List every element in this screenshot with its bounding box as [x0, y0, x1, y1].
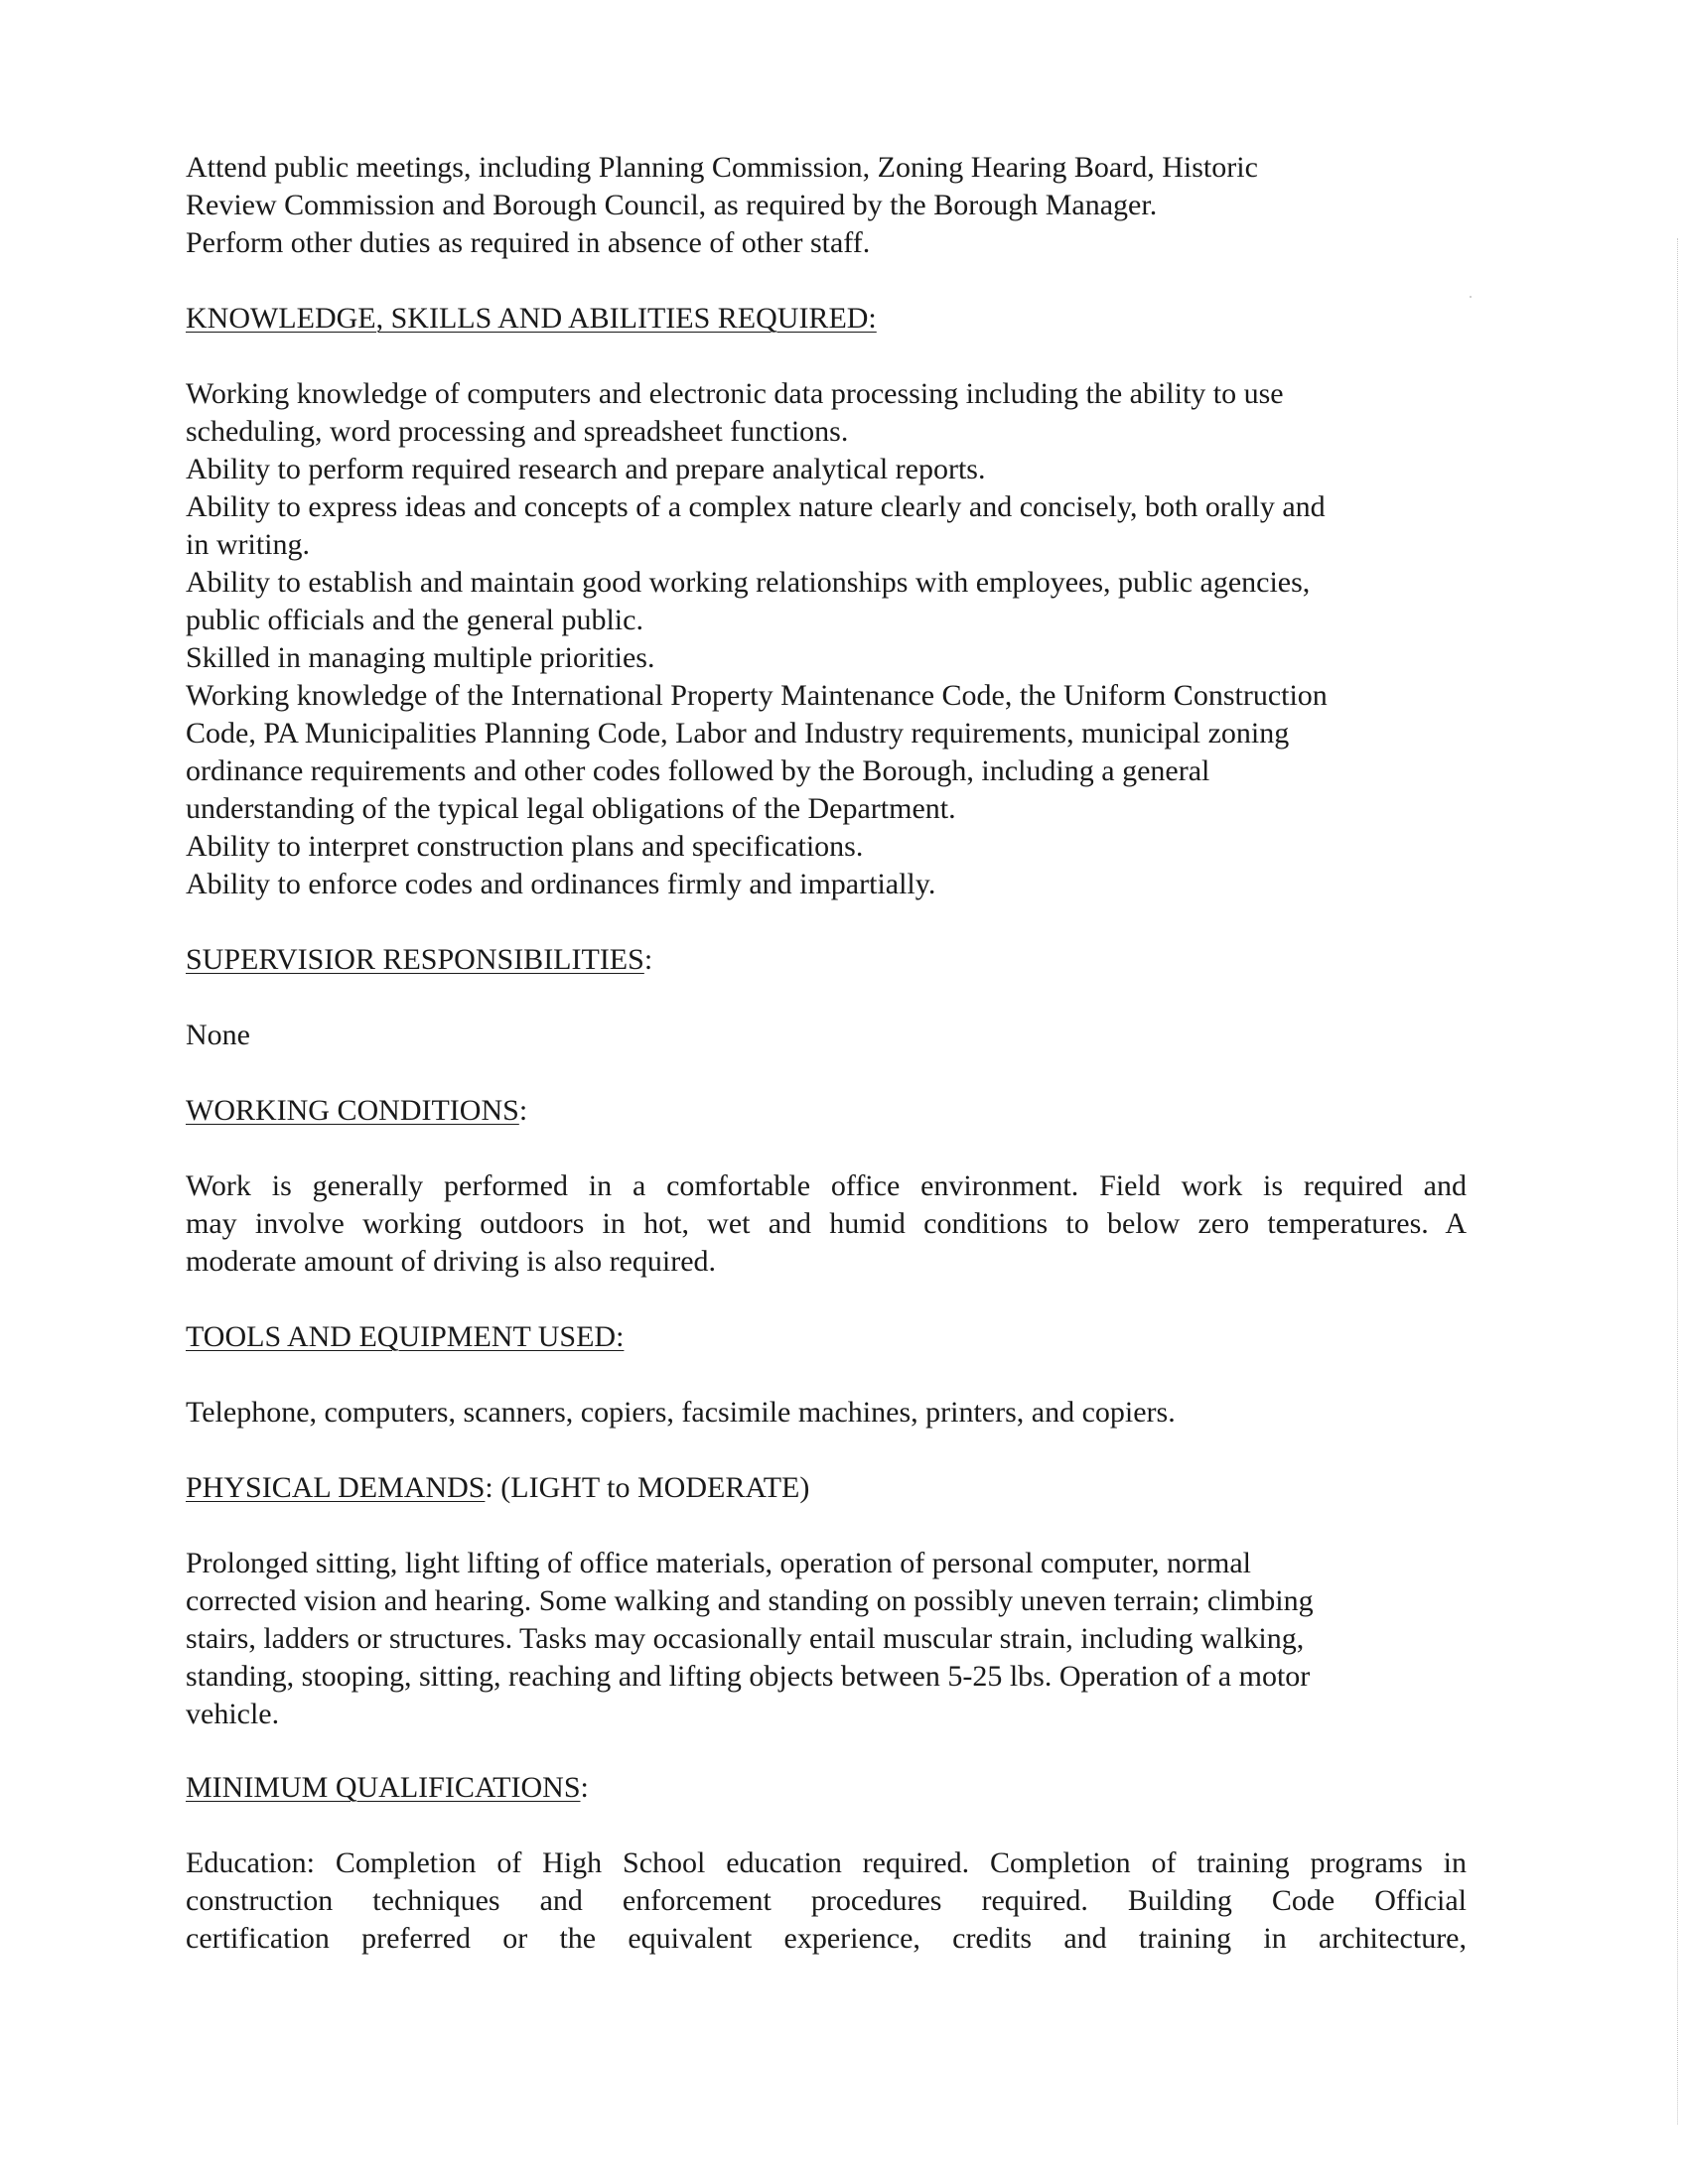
- spacer: [186, 1432, 1467, 1469]
- spacer: [186, 262, 1467, 300]
- spacer: [186, 1507, 1467, 1545]
- heading-suffix: :: [518, 1094, 528, 1127]
- spacer: [186, 979, 1467, 1017]
- text-line: Ability to interpret construction plans and specifications.: [186, 830, 864, 863]
- ksa-heading-text: KNOWLEDGE, SKILLS AND ABILITIES REQUIRED:: [186, 302, 877, 335]
- text-line: Working knowledge of computers and electronic data processing including the ability to use: [186, 377, 1284, 410]
- spacer: [186, 903, 1467, 941]
- heading-suffix: :: [580, 1771, 589, 1804]
- text-line: Working knowledge of the International Property Maintenance Code, the Uniform Construction: [186, 679, 1328, 712]
- text-line: may involve working outdoors in hot, wet and humid conditions to below zero temperatures. A: [186, 1207, 1467, 1240]
- text-line: public officials and the general public.: [186, 604, 643, 636]
- working-paragraph: [186, 1167, 1467, 1281]
- scan-speck: [1470, 296, 1472, 298]
- tools-heading-text: TOOLS AND EQUIPMENT USED:: [186, 1320, 625, 1353]
- text-line: Ability to establish and maintain good working relationships with employees, public agencies,: [186, 566, 1311, 599]
- text-line: in writing.: [186, 528, 310, 561]
- spacer: [186, 1807, 1467, 1844]
- spacer: [186, 1733, 1467, 1769]
- supervisor-body: None: [186, 1019, 250, 1051]
- text-line: Ability to perform required research and prepare analytical reports.: [186, 453, 986, 485]
- spacer: [186, 1054, 1467, 1092]
- working-heading: [186, 1092, 1467, 1130]
- minimum-paragraph: [186, 1844, 1467, 1958]
- physical-heading-text: PHYSICAL DEMANDS: [186, 1471, 486, 1504]
- text-line: certification preferred or the equivalent experience, credits and training in architecture,: [186, 1922, 1467, 1955]
- text-line: Review Commission and Borough Council, as required by the Borough Manager.: [186, 189, 1158, 221]
- text-line: Attend public meetings, including Planning Commission, Zoning Hearing Board, Historic: [186, 151, 1258, 184]
- text-line: vehicle.: [186, 1698, 280, 1730]
- text-line: Work is generally performed in a comfortable office environment. Field work is required and: [186, 1169, 1467, 1202]
- ksa-heading: [186, 300, 1467, 338]
- text-line: moderate amount of driving is also required.: [186, 1245, 717, 1278]
- text-line: Education: Completion of High School education required. Completion of training programs in: [186, 1846, 1467, 1879]
- spacer: [186, 1281, 1467, 1318]
- heading-suffix: :: [643, 943, 653, 976]
- tools-heading: [186, 1318, 1467, 1356]
- supervisor-heading: [186, 941, 1467, 979]
- tools-body: Telephone, computers, scanners, copiers, facsimile machines, printers, and copiers.: [186, 1396, 1176, 1429]
- text-line: construction techniques and enforcement procedures required. Building Code Official: [186, 1884, 1467, 1917]
- text-line: scheduling, word processing and spreadsheet functions.: [186, 415, 849, 448]
- scan-edge-artifact: [1675, 238, 1678, 2124]
- document-page: [186, 149, 1467, 1958]
- minimum-heading-text: MINIMUM QUALIFICATIONS: [186, 1771, 581, 1804]
- text-line: Ability to enforce codes and ordinances firmly and impartially.: [186, 868, 936, 900]
- ksa-list: [186, 375, 1467, 903]
- supervisor-heading-text: SUPERVISIOR RESPONSIBILITIES: [186, 943, 644, 976]
- text-line: Code, PA Municipalities Planning Code, Labor and Industry requirements, municipal zoning: [186, 717, 1290, 750]
- physical-paragraph: [186, 1545, 1467, 1733]
- text-line: standing, stooping, sitting, reaching and lifting objects between 5-25 lbs. Operation of a motor: [186, 1660, 1311, 1693]
- text-line: Perform other duties as required in absence of other staff.: [186, 226, 871, 259]
- text-line: Skilled in managing multiple priorities.: [186, 641, 655, 674]
- minimum-heading: [186, 1769, 1467, 1807]
- text-line: understanding of the typical legal obligations of the Department.: [186, 792, 956, 825]
- text-line: Ability to express ideas and concepts of a complex nature clearly and concisely, both orally and: [186, 490, 1326, 523]
- heading-suffix: : (LIGHT to MODERATE): [485, 1471, 810, 1504]
- spacer: [186, 1356, 1467, 1394]
- spacer: [186, 1130, 1467, 1167]
- text-line: corrected vision and hearing. Some walking and standing on possibly uneven terrain; climbing: [186, 1584, 1314, 1617]
- working-heading-text: WORKING CONDITIONS: [186, 1094, 519, 1127]
- text-line: ordinance requirements and other codes followed by the Borough, including a general: [186, 754, 1210, 787]
- spacer: [186, 338, 1467, 375]
- text-line: stairs, ladders or structures. Tasks may occasionally entail muscular strain, including walking,: [186, 1622, 1305, 1655]
- physical-heading: [186, 1469, 1467, 1507]
- text-line: Prolonged sitting, light lifting of office materials, operation of personal computer, normal: [186, 1547, 1251, 1579]
- intro-paragraph: [186, 149, 1467, 262]
